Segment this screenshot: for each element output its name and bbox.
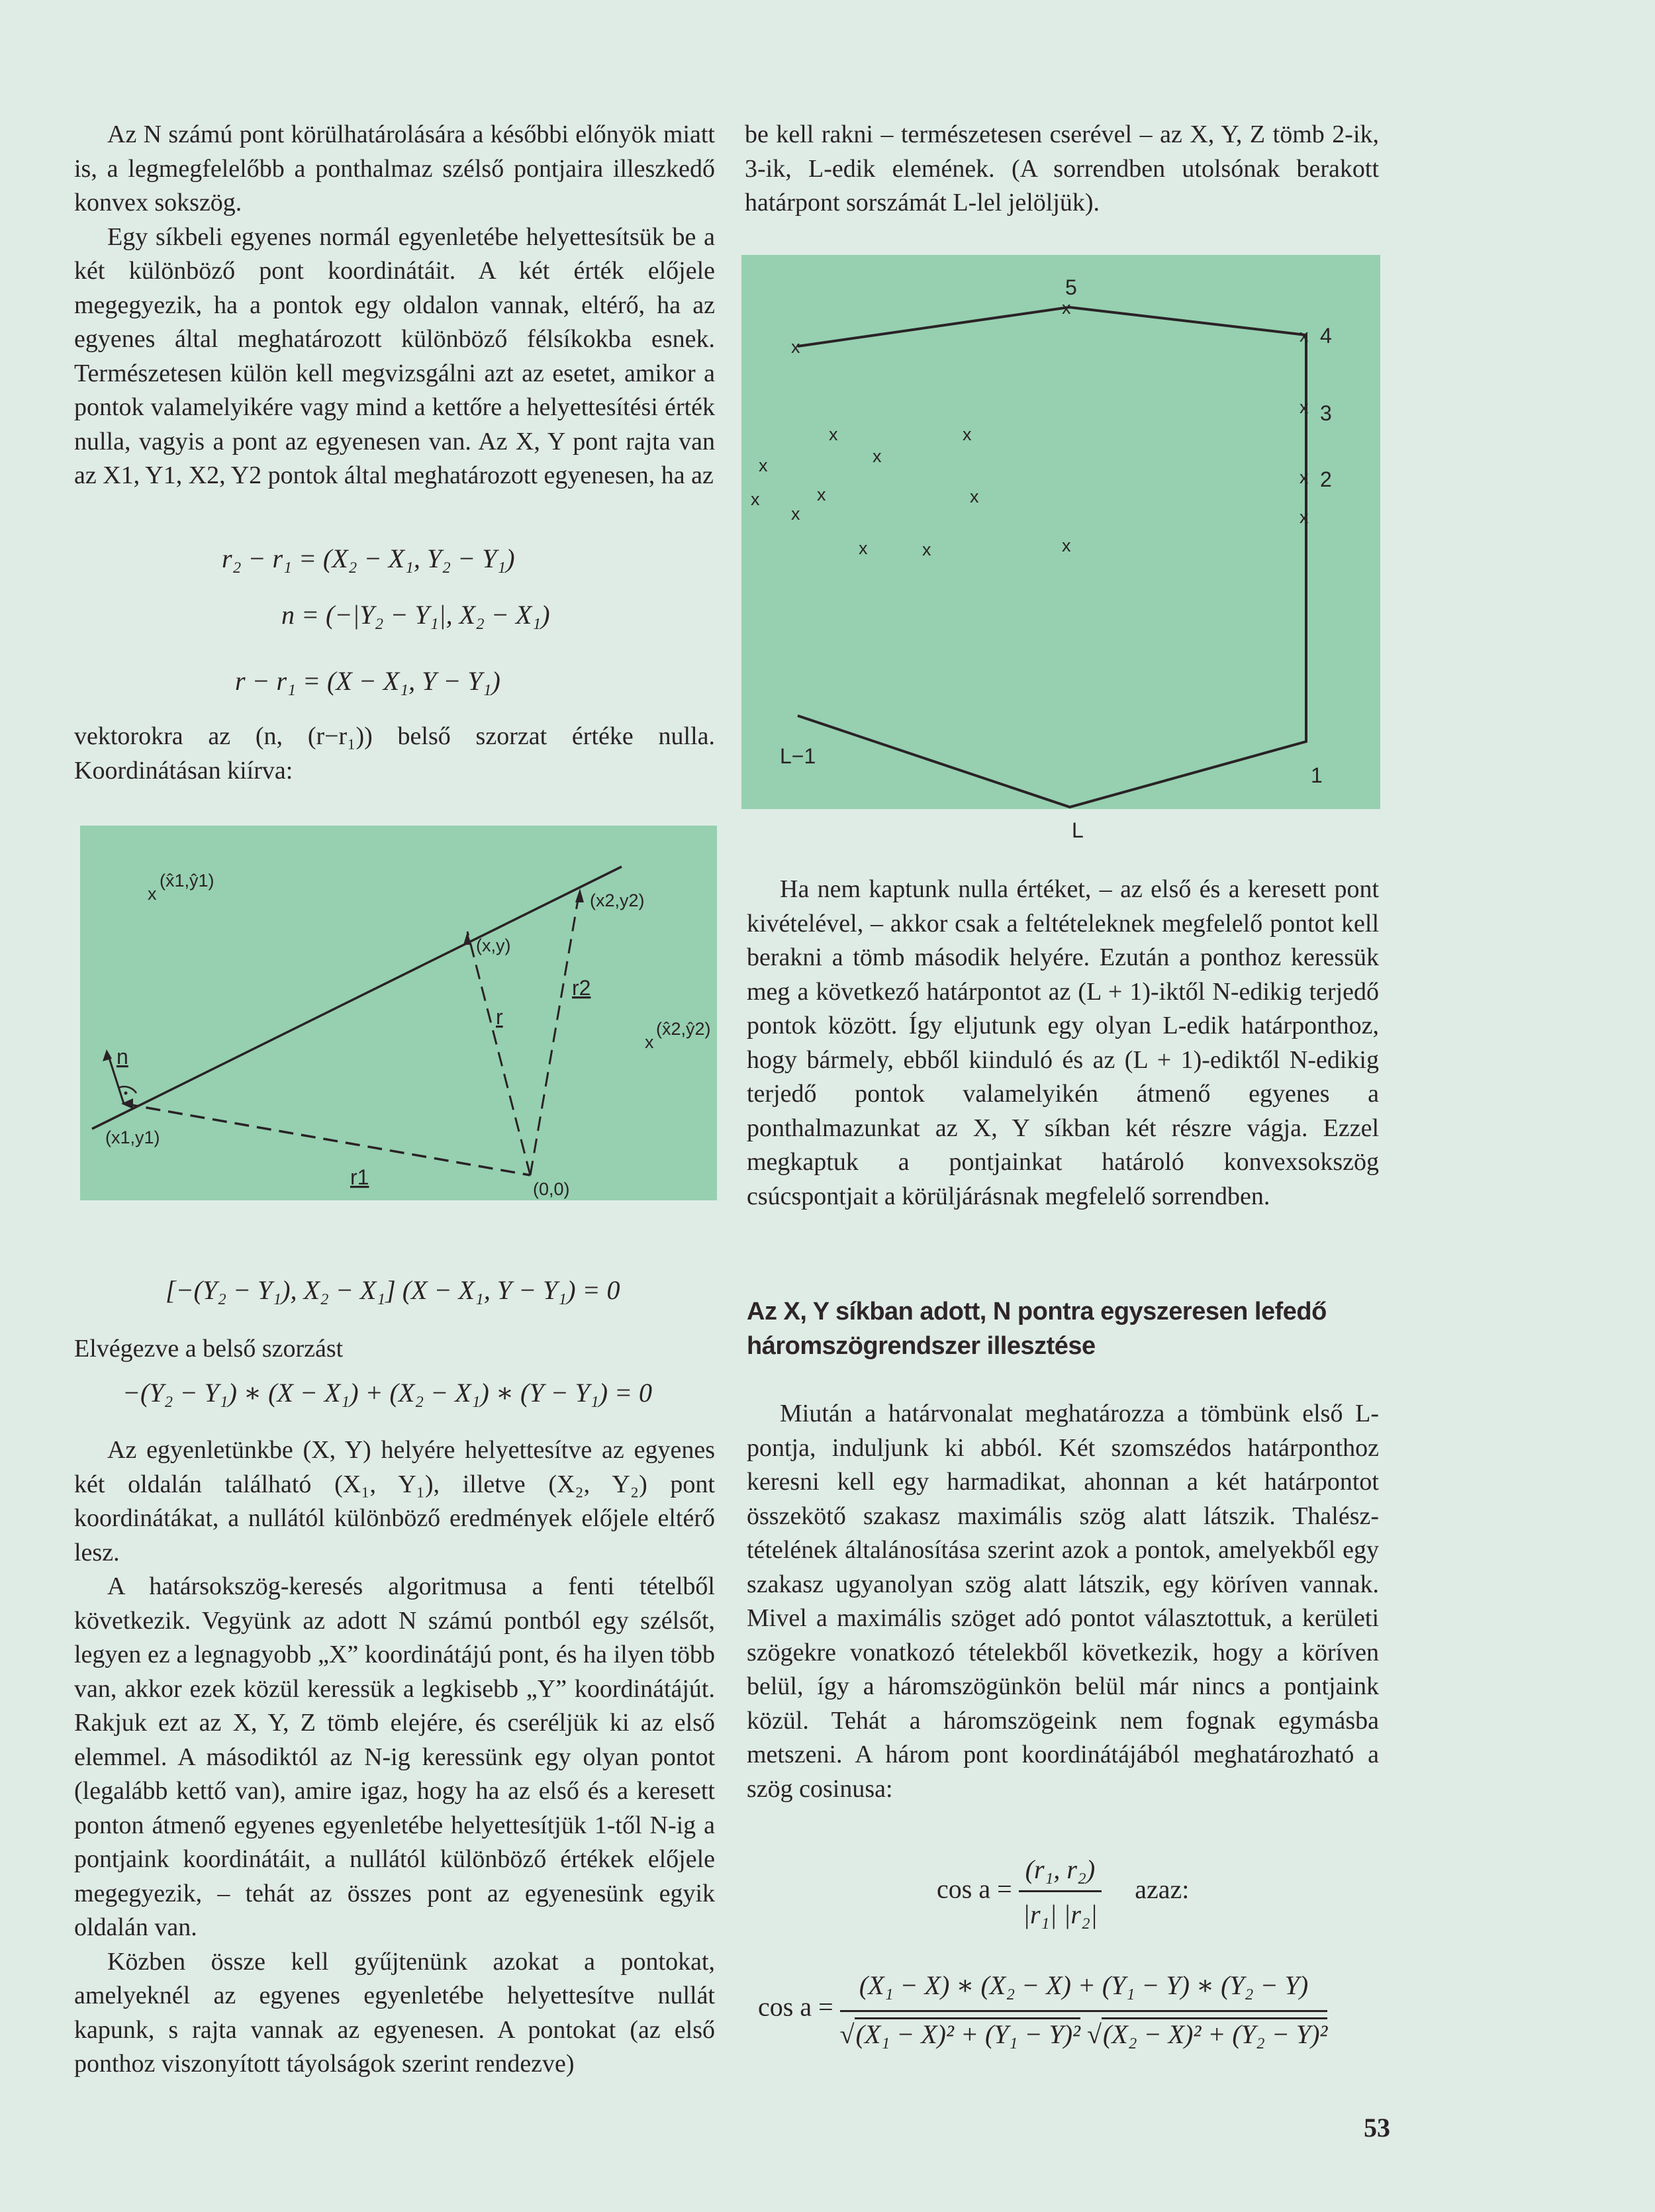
interior-point-mark: x <box>751 489 760 509</box>
vector-r <box>467 932 530 1175</box>
label-hat-point-2: (x̂2,ŷ2) <box>656 1019 711 1039</box>
paragraph: Az egyenletünkbe (X, Y) helyére helyettesítve az egyenes két oldalán található (X₁, Y₁), illetve (X₂, Y₂) pont koordinátákat, a nullától különböző eredmények előjele eltérő lesz. <box>74 1436 715 1566</box>
label-hat-point-1: (x̂1,ŷ1) <box>160 871 214 890</box>
label-r2: r2 <box>572 976 591 1000</box>
paragraph: Miután a határvonalat meghatározza a tömbünk első L-pontja, induljunk ki abból. Két szomszédos határponthoz keresni kell egy harmadikat, ahonnan a két határpontot összekötő szakasz maximális szög alatt látszik. Thalész-tételének általánosítása szerint azok a pontok, amelyekből egy szakasz ugyanolyan szög alatt látszik, egy köríven vannak. Mivel a maximális szöget adó pontot választottuk, a kerületi szögekre vonatkozó tételekből következik, hogy a köríven belül, így a háromszögünkön belül már nincs a pontjaink közül. Tehát a háromszögeink nem fognak egymásba metszeni. A három pont koordinátájából meghatározható a szög cosinusa: <box>747 1400 1379 1803</box>
hull-vertex-mark: x <box>1300 507 1309 527</box>
label-point-2: (x2,y2) <box>590 890 645 910</box>
radical-icon: √ <box>839 2019 855 2049</box>
vertex-label-L-minus-1: L−1 <box>780 744 816 768</box>
section-heading: Az X, Y síkban adott, N pontra egyszeresen lefedő háromszögrendszer illesztése <box>747 1298 1327 1360</box>
paragraph: Egy síkbeli egyenes normál egyenletébe helyettesítsük be a két különböző pont koordinátáit. A két érték előjele megegyezik, ha a pontok egy oldalon vannak, eltérő, ha az egyenes által meghatározott különböző félsíkokba esnek. Természetesen külön kell megvizsgálni azt az esetet, amikor a pontok valamelyikére vagy mind a kettőre a helyettesítési érték nulla, vagyis a pont az egyenesen van. Az X, Y pont rajta van az X1, Y1, X2, Y2 pontok által meghatározott egyenesen, ha az <box>74 222 715 489</box>
formula-cos-vector <box>937 1854 1189 1930</box>
cos2-fraction <box>840 1970 1328 2050</box>
paragraph: Közben össze kell gyűjtenünk azokat a pontokat, amelyeknél az egyenes egyenletébe helyettesítve nullát kapunk, s rajta vannak az egyenesen. A pontokat (az első ponthoz viszonyított táyolságok szerint rendezve) <box>74 1947 715 2078</box>
vector-r2 <box>530 889 580 1175</box>
left-column-bottom <box>74 1433 715 2082</box>
paragraph: Elvégezve a belső szorzást <box>74 1335 344 1363</box>
page-number: 53 <box>1364 2113 1390 2142</box>
vertex-label-L: L <box>1072 818 1084 842</box>
line-normal-diagram <box>80 826 717 1200</box>
cos2-denominator <box>840 2012 1328 2050</box>
left-column-inner <box>74 1332 715 1367</box>
label-point-xy: (x,y) <box>476 936 511 955</box>
convex-hull-diagram <box>741 255 1380 842</box>
interior-point-mark: x <box>963 424 972 444</box>
cos2-numerator: (X₁ − X) ∗ (X₂ − X) + (Y₁ − Y) ∗ (Y₂ − Y) <box>840 1970 1328 2012</box>
interior-point-mark: x <box>829 424 838 444</box>
arrow-head-icon <box>575 889 584 902</box>
vector-r1 <box>124 1104 530 1175</box>
right-angle-icon <box>118 1086 136 1093</box>
paragraph: Ha nem kaptunk nulla értéket, – az első és a keresett pont kivételével, – akkor csak a feltételeknek megfelelő pontot kell berakni a tömb második helyére. Ezután a ponthoz keressük meg a következő határpontot az (L + 1)-iktől N-edikig terjedő pontok között. Így eljutunk egy olyan L-edik határponthoz, hogy bármely, ebből kiinduló és az (L + 1)-ediktől N-edikig terjedő pontok valamelyikén átmenő egyenes a ponthalmazunkat az X, Y síkban két részre vágja. Ezzel megkaptuk a pontjainkat határoló konvexsokszög csúcspontjait a körüljárásnak megfelelő sorrendben. <box>747 875 1379 1210</box>
formula-cos-coordinates <box>758 1970 1327 2050</box>
interior-point-mark: x <box>970 487 979 506</box>
hull-vertex-mark: x <box>1062 298 1071 318</box>
cos2-lhs: cos a = <box>758 1992 833 2022</box>
cos-numerator: (r₁, r₂) <box>1019 1854 1102 1892</box>
label-r: r <box>496 1005 503 1029</box>
line-normal-svg <box>80 826 717 1200</box>
interior-point-mark: x <box>873 446 882 466</box>
cos-denominator: |r₁| |r₂| <box>1022 1899 1098 1929</box>
cos-lhs: cos a = <box>937 1874 1012 1904</box>
hull-vertex-mark: x <box>791 337 800 357</box>
hull-boundary <box>798 307 1306 807</box>
line-through-points <box>92 867 622 1129</box>
interior-point-mark: x <box>859 538 868 558</box>
interior-point-mark: x <box>759 456 768 475</box>
vertex-label-4: 4 <box>1320 324 1332 348</box>
cos2-denominator-root-b: (X₂ − X)² + (Y₂ − Y)² <box>1102 2017 1327 2049</box>
paragraph: Az N számú pont körülhatárolására a későbbi előnyök miatt is, a legmegfelelőbb a ponthalmaz szélső pontjaira illeszkedő konvex sokszög. <box>74 120 715 216</box>
right-angle-dot <box>124 1092 128 1095</box>
paragraph: be kell rakni – természetesen cserével – az X, Y, Z tömb 2-ik, 3-ik, L-edik elemének. (A sorrendben utolsónak berakott határpont sorszámát L-lel jelöljük). <box>745 120 1379 216</box>
formula-r2-r1: r₂ − r₁ = (X₂ − X₁, Y₂ − Y₁) <box>222 544 515 573</box>
vertex-label-2: 2 <box>1320 467 1332 491</box>
left-column-mid <box>74 720 715 788</box>
label-point-1: (x1,y1) <box>105 1128 160 1147</box>
right-column-mid <box>747 873 1379 1214</box>
vertex-label-3: 3 <box>1320 401 1332 425</box>
formula-r-r1: r − r₁ = (X − X₁, Y − Y₁) <box>235 666 500 696</box>
interior-point-mark: x <box>817 485 826 505</box>
cos-fraction <box>1019 1854 1102 1930</box>
radical-icon: √ <box>1087 2019 1102 2049</box>
label-origin: (0,0) <box>533 1179 570 1199</box>
cos2-denominator-root-a: (X₁ − X)² + (Y₁ − Y)² <box>855 2017 1080 2049</box>
hull-vertex-mark: x <box>1300 326 1309 346</box>
vertex-label-5: 5 <box>1065 275 1077 299</box>
hull-vertex-mark: x <box>791 504 800 524</box>
hull-vertex-mark: x <box>1062 536 1071 555</box>
right-column-top <box>745 118 1379 220</box>
cross-mark: x <box>645 1032 654 1052</box>
interior-point-mark: x <box>922 540 931 559</box>
vertex-label-1: 1 <box>1311 763 1323 787</box>
formula-inner-product: [−(Y₂ − Y₁), X₂ − X₁] (X − X₁, Y − Y₁) = 0 <box>166 1275 620 1305</box>
hull-vertex-mark: x <box>1300 397 1309 417</box>
cos-tail: azaz: <box>1135 1874 1190 1904</box>
formula-expanded: −(Y₂ − Y₁) ∗ (X − X₁) + (X₂ − X₁) ∗ (Y − Y₁) = 0 <box>122 1378 653 1408</box>
right-column-bottom <box>747 1397 1379 1806</box>
formula-n: n = (−|Y₂ − Y₁|, X₂ − X₁) <box>281 600 550 630</box>
arrow-head-icon <box>463 932 471 945</box>
cross-mark: x <box>148 884 157 904</box>
hull-vertex-mark: x <box>1300 467 1309 487</box>
label-r1: r1 <box>350 1165 369 1189</box>
left-column-top <box>74 118 715 493</box>
paragraph: A határsokszög-keresés algoritmusa a fenti tételből következik. Vegyünk az adott N számú pontból egy szélsőt, legyen ez a legnagyobb „X” koordinátájú pont, és ha ilyen több van, akkor ezek közül keressük a legkisebb „Y” koordinátájút. Rakjuk ezt az X, Y, Z tömb elejére, és cseréljük ki az első elemmel. A másodiktól az N-ig keressünk egy olyan pontot (legalább kettő van), amire igaz, hogy ha az első és a keresett ponton átmenő egyenes egyenletébe helyettesítjük 1-től N-ig a pontjaink koordinátáit, a nullától különböző értékek előjele megegyezik, – tehát az összes pont az egyenesünk egyik oldalán van. <box>74 1572 715 1941</box>
paragraph: vektorokra az (n, (r−r₁)) belső szorzat értéke nulla. Koordinátásan kiírva: <box>74 722 715 785</box>
label-n: n <box>117 1045 128 1069</box>
convex-hull-svg <box>741 255 1380 842</box>
